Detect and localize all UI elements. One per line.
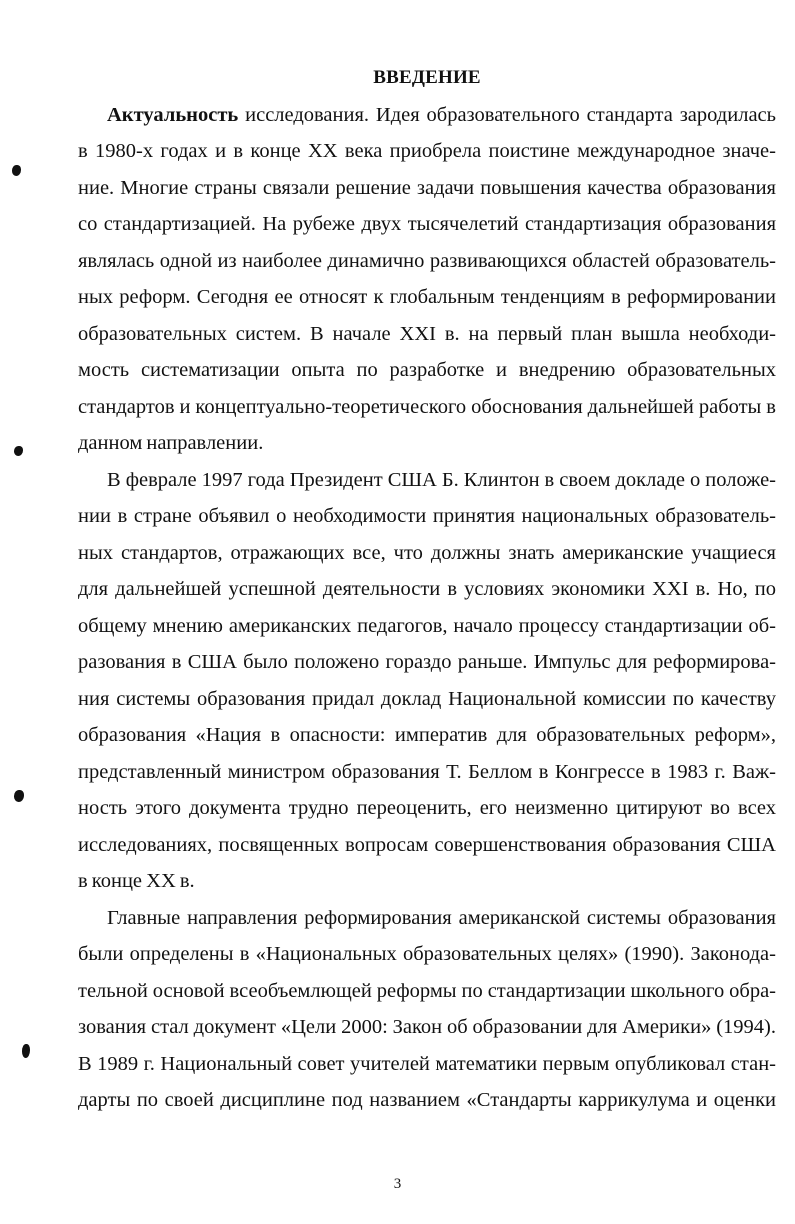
text-line — [78, 425, 776, 462]
line-text: являлась одной из наиболее динамично развивающихся областей образователь- — [78, 249, 776, 272]
text-line — [78, 1009, 776, 1046]
page-number: 3 — [393, 1176, 402, 1192]
line-text: в 1980-х годах и в конце XX века приобрела поистине международное значе- — [78, 140, 776, 162]
line-text: ных реформ. Сегодня ее относят к глобальным тенденциям в реформировании — [78, 286, 776, 308]
line-text: представленный министром образования Т. Беллом в Конгрессе в 1983 г. Важ- — [78, 760, 776, 783]
text-line — [78, 97, 776, 134]
line-text: В феврале 1997 года Президент США Б. Клинтон в своем докладе о положе- — [107, 468, 776, 491]
text-line — [78, 936, 776, 973]
lead-term: Актуальность — [107, 103, 239, 126]
text-line — [78, 206, 776, 243]
line-text: общему мнению американских педагогов, начало процессу стандартизации об- — [78, 614, 776, 637]
text-line — [78, 608, 776, 645]
line-text: разования в США было положено гораздо раньше. Импульс для реформирова- — [78, 651, 776, 673]
text-line — [78, 462, 776, 499]
line-text: ния системы образования придал доклад Национальной комиссии по качеству — [78, 687, 776, 710]
text-line — [78, 1046, 776, 1083]
text-line — [78, 352, 776, 389]
text-line — [78, 571, 776, 608]
text-line — [78, 900, 776, 937]
text-line — [78, 827, 776, 864]
text-line — [78, 863, 776, 900]
line-text: Главные направления реформирования американской системы образования — [107, 906, 776, 929]
scan-artifact-mark — [22, 1044, 30, 1058]
paragraph — [78, 900, 776, 1119]
paragraph — [78, 462, 776, 900]
line-text: ние. Многие страны связали решение задачи повышения качества образования — [78, 176, 776, 199]
document-page — [78, 60, 776, 1119]
line-text: В 1989 г. Национальный совет учителей математики первым опубликовал стан- — [78, 1052, 776, 1075]
line-text: образовательных систем. В начале XXI в. на первый план вышла необходи- — [78, 322, 776, 345]
line-text: исследованиях, посвященных вопросам совершенствования образования США — [78, 833, 776, 856]
text-line — [78, 535, 776, 572]
line-text: мость систематизации опыта по разработке и внедрению образовательных — [78, 359, 776, 381]
scan-artifact-mark — [14, 790, 24, 802]
line-text: исследования. Идея образовательного стандарта зародилась — [238, 103, 776, 126]
line-text: зования стал документ «Цели 2000: Закон об образовании для Америки» (1994). — [78, 1016, 776, 1038]
line-text: стандартов и концептуально-теоретического обоснования дальнейшей работы в — [78, 395, 776, 418]
line-text: в конце XX в. — [78, 870, 195, 892]
line-text: тельной основой всеобъемлющей реформы по стандартизации школьного обра- — [78, 979, 776, 1002]
text-line — [78, 243, 776, 280]
line-text: для дальнейшей успешной деятельности в условиях экономики XXI в. Но, по — [78, 578, 776, 600]
text-line — [78, 644, 776, 681]
document-body — [78, 97, 776, 1119]
line-text: нии в стране объявил о необходимости принятия национальных образователь- — [78, 505, 776, 527]
text-line — [78, 754, 776, 791]
text-line — [78, 170, 776, 207]
text-line — [78, 389, 776, 426]
text-line — [78, 717, 776, 754]
text-line — [78, 279, 776, 316]
text-line — [78, 790, 776, 827]
text-line — [78, 973, 776, 1010]
line-text: дарты по своей дисциплине под названием «Стандарты каррикулума и оценки — [78, 1089, 776, 1111]
line-text: ность этого документа трудно переоценить, его неизменно цитируют во всех — [78, 797, 776, 819]
line-text: данном направлении. — [78, 432, 264, 454]
text-line — [78, 1082, 776, 1119]
text-line — [78, 681, 776, 718]
text-line — [78, 498, 776, 535]
line-text: ных стандартов, отражающих все, что должны знать американские учащиеся — [78, 541, 776, 564]
paragraph — [78, 97, 776, 462]
section-heading: ВВЕДЕНИЕ — [373, 67, 481, 88]
line-text: образования «Нация в опасности: императив для образовательных реформ», — [78, 724, 776, 746]
line-text: были определены в «Национальных образовательных целях» (1990). Законода- — [78, 943, 776, 965]
text-line — [78, 133, 776, 170]
text-line — [78, 316, 776, 353]
scan-artifact-mark — [12, 165, 21, 176]
line-text: со стандартизацией. На рубеже двух тысячелетий стандартизация образования — [78, 213, 776, 235]
scan-artifact-mark — [14, 446, 23, 456]
